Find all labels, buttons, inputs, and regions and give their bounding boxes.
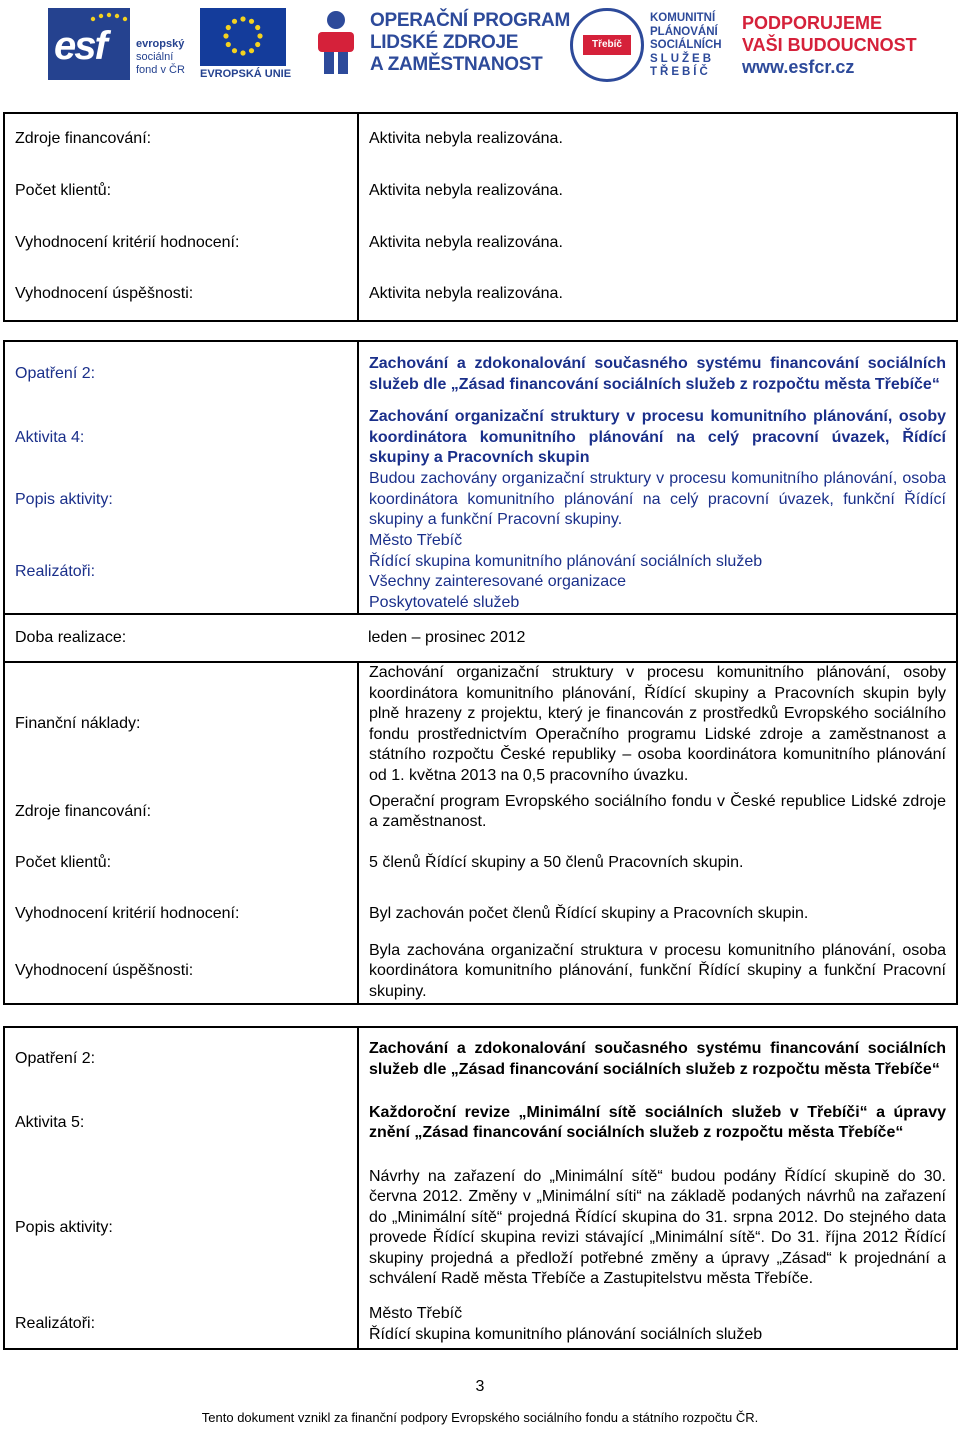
row-value: Aktivita nebyla realizována. [358,113,957,165]
esf-text-line: sociální [136,51,174,63]
description-value: Návrhy na zařazení do „Minimální sítě“ budou podány Řídící skupině do 30. června 2012. Změny v „Minimální síti“ na základě podaných návrhů na zařazení do „Minimální sítě“ projedná Řídící skupina do 31. srpna 2012. Do stejného data provede Řídící skupina revizi stávající „Minimální sítě“. Do 31. října 2012 Řídící skupiny projedná a předloží potřebné změny a úpravy „Zásad“ k projednání a schválení Radě města Třebíče a Zastupitelstvu města Třebíče. [358,1155,957,1301]
table-row [4,341,957,407]
row-label: Počet klientů: [4,165,358,217]
measure-label: Opatření 2: [4,1027,358,1091]
row-label: Vyhodnocení kritérií hodnocení: [4,217,358,269]
op-title-line: LIDSKÉ ZDROJE [370,32,519,53]
duration-label: Doba realizace: [4,614,358,662]
description-label: Popis aktivity: [4,469,358,531]
eu-logo [200,8,292,82]
table-row [4,1091,957,1155]
implementer-item: Město Třebíč [369,532,463,549]
kps-text-line: TŘEBÍČ [650,66,711,78]
implementers-label: Realizátoři: [4,531,358,614]
table-row [4,469,957,531]
table-activity-4 [3,340,958,1005]
table-row [4,531,957,614]
criteria-value: Byl zachován počet členů Řídící skupiny a Pracovních skupin. [358,888,957,940]
description-label: Popis aktivity: [4,1155,358,1301]
activity-label: Aktivita 5: [4,1091,358,1155]
costs-label: Finanční náklady: [4,662,358,786]
table-row [4,786,957,838]
activity-value: Každoroční revize „Minimální sítě sociálních služeb v Třebíči“ a úpravy znění „Zásad financování sociálních služeb z rozpočtu města Třebíče“ [358,1091,957,1155]
table-row [4,940,957,1004]
implementers-value [358,1301,957,1349]
row-value: Aktivita nebyla realizována. [358,165,957,217]
table-row [4,662,957,786]
op-title-line: A ZAMĚSTNANOST [370,54,543,75]
clients-label: Počet klientů: [4,838,358,888]
esf-text-line: fond v ČR [136,64,185,76]
header-logos [0,0,960,88]
implementer-item: Řídící skupina komunitního plánování sociálních služeb [369,552,763,570]
slogan-line: VAŠI BUDOUCNOST [742,35,917,55]
esf-text-line: evropský [136,38,185,50]
success-value: Byla zachována organizační struktura v procesu komunitního plánování, osoba koordinátora komunitního plánování, funkční Řídící skupiny a funkční Pracovní skupiny. [358,940,957,1004]
table-activity-5 [3,1026,958,1350]
implementer-item: Poskytovatelé služeb [369,593,520,611]
table-row [4,1155,957,1301]
esf-text [136,38,185,77]
kps-badge-icon [570,8,644,82]
row-label: Zdroje financování: [4,113,358,165]
sources-value: Operační program Evropského sociálního fondu v České republice Lidské zdroje a zaměstnanost. [358,786,957,838]
table-row [4,407,957,469]
measure-label: Opatření 2: [4,341,358,407]
footer-note: Tento dokument vznikl za finanční podpory Evropského sociálního fondu a státního rozpočtu ČR. [201,1410,759,1425]
table-row [4,1027,957,1091]
activity-label: Aktivita 4: [4,407,358,469]
page-number: 3 [475,1378,485,1395]
table-activity-3-continued [3,112,958,322]
row-label: Vyhodnocení úspěšnosti: [4,269,358,321]
kps-text-line: SOCIÁLNÍCH [650,39,722,51]
slogan-line: PODPORUJEME [742,13,883,33]
measure-value: Zachování a zdokonalování současného systému financování sociálních služeb dle „Zásad financování sociálních služeb z rozpočtu města Třebíče“ [358,341,957,407]
table-row [4,888,957,940]
success-label: Vyhodnocení úspěšnosti: [4,940,358,1004]
table-row [4,269,957,321]
esf-mark [48,8,130,80]
eu-flag-icon [200,8,286,66]
table-row [4,113,957,165]
op-logo [312,10,570,82]
kps-text-line: SLUŽEB [650,52,714,65]
eu-label: EVROPSKÁ UNIE [200,68,292,80]
kps-logo [570,8,730,82]
implementer-item: Město Třebíč [369,1305,463,1322]
table-row [4,217,957,269]
costs-value: Zachování organizační struktury v procesu komunitního plánování, osoby koordinátora komunitního plánování, Řídící skupiny a Pracovních skupin byly plně hrazeny z projektu, který je financován z prostředků Evropského sociálního fondu prostřednictvím Operačního programu Lidské zdroje a zaměstnanost a státního rozpočtu České republiky – osoba koordinátora komunitního plánování od 1. května 2013 na 0,5 pracovního úvazku. [358,662,957,786]
description-value: Budou zachovány organizační struktury v procesu komunitního plánování, osoba koordinátora komunitního plánování na celý pracovní úvazek, funkční Řídící skupiny a funkční Pracovní skupiny. [358,469,957,531]
implementers-label: Realizátoři: [4,1301,358,1349]
kps-text-line: PLÁNOVÁNÍ [650,25,718,38]
support-slogan [742,12,942,82]
implementer-item: Řídící skupina komunitního plánování sociálních služeb [369,1325,763,1343]
op-title-line: OPERAČNÍ PROGRAM [370,10,570,31]
activity-value: Zachování organizační struktury v procesu komunitního plánování, osoby koordinátora komunitního plánování na celý pracovní úvazek, Řídící skupiny a Pracovních skupin [358,407,957,469]
table-row [4,1301,957,1349]
kps-badge-label: Třebíč [583,35,631,55]
row-value: Aktivita nebyla realizována. [358,217,957,269]
kps-text [650,12,722,80]
op-title [370,10,570,76]
esf-url: www.esfcr.cz [742,57,855,77]
implementers-value [358,531,957,614]
esf-logo [48,8,188,82]
row-value: Aktivita nebyla realizována. [358,269,957,321]
sources-label: Zdroje financování: [4,786,358,838]
duration-value: leden – prosinec 2012 [358,614,957,662]
clients-value: 5 členů Řídící skupiny a 50 členů Pracovních skupin. [358,838,957,888]
esf-letters: esf [54,24,106,68]
table-row [4,838,957,888]
table-row [4,165,957,217]
measure-value: Zachování a zdokonalování současného systému financování sociálních služeb dle „Zásad financování sociálních služeb z rozpočtu města Třebíče“ [358,1027,957,1091]
kps-text-line: KOMUNITNÍ [650,12,716,24]
table-row [4,614,957,662]
criteria-label: Vyhodnocení kritérií hodnocení: [4,888,358,940]
implementer-item: Všechny zainteresované organizace [369,573,627,590]
op-figure-icon [312,10,360,76]
